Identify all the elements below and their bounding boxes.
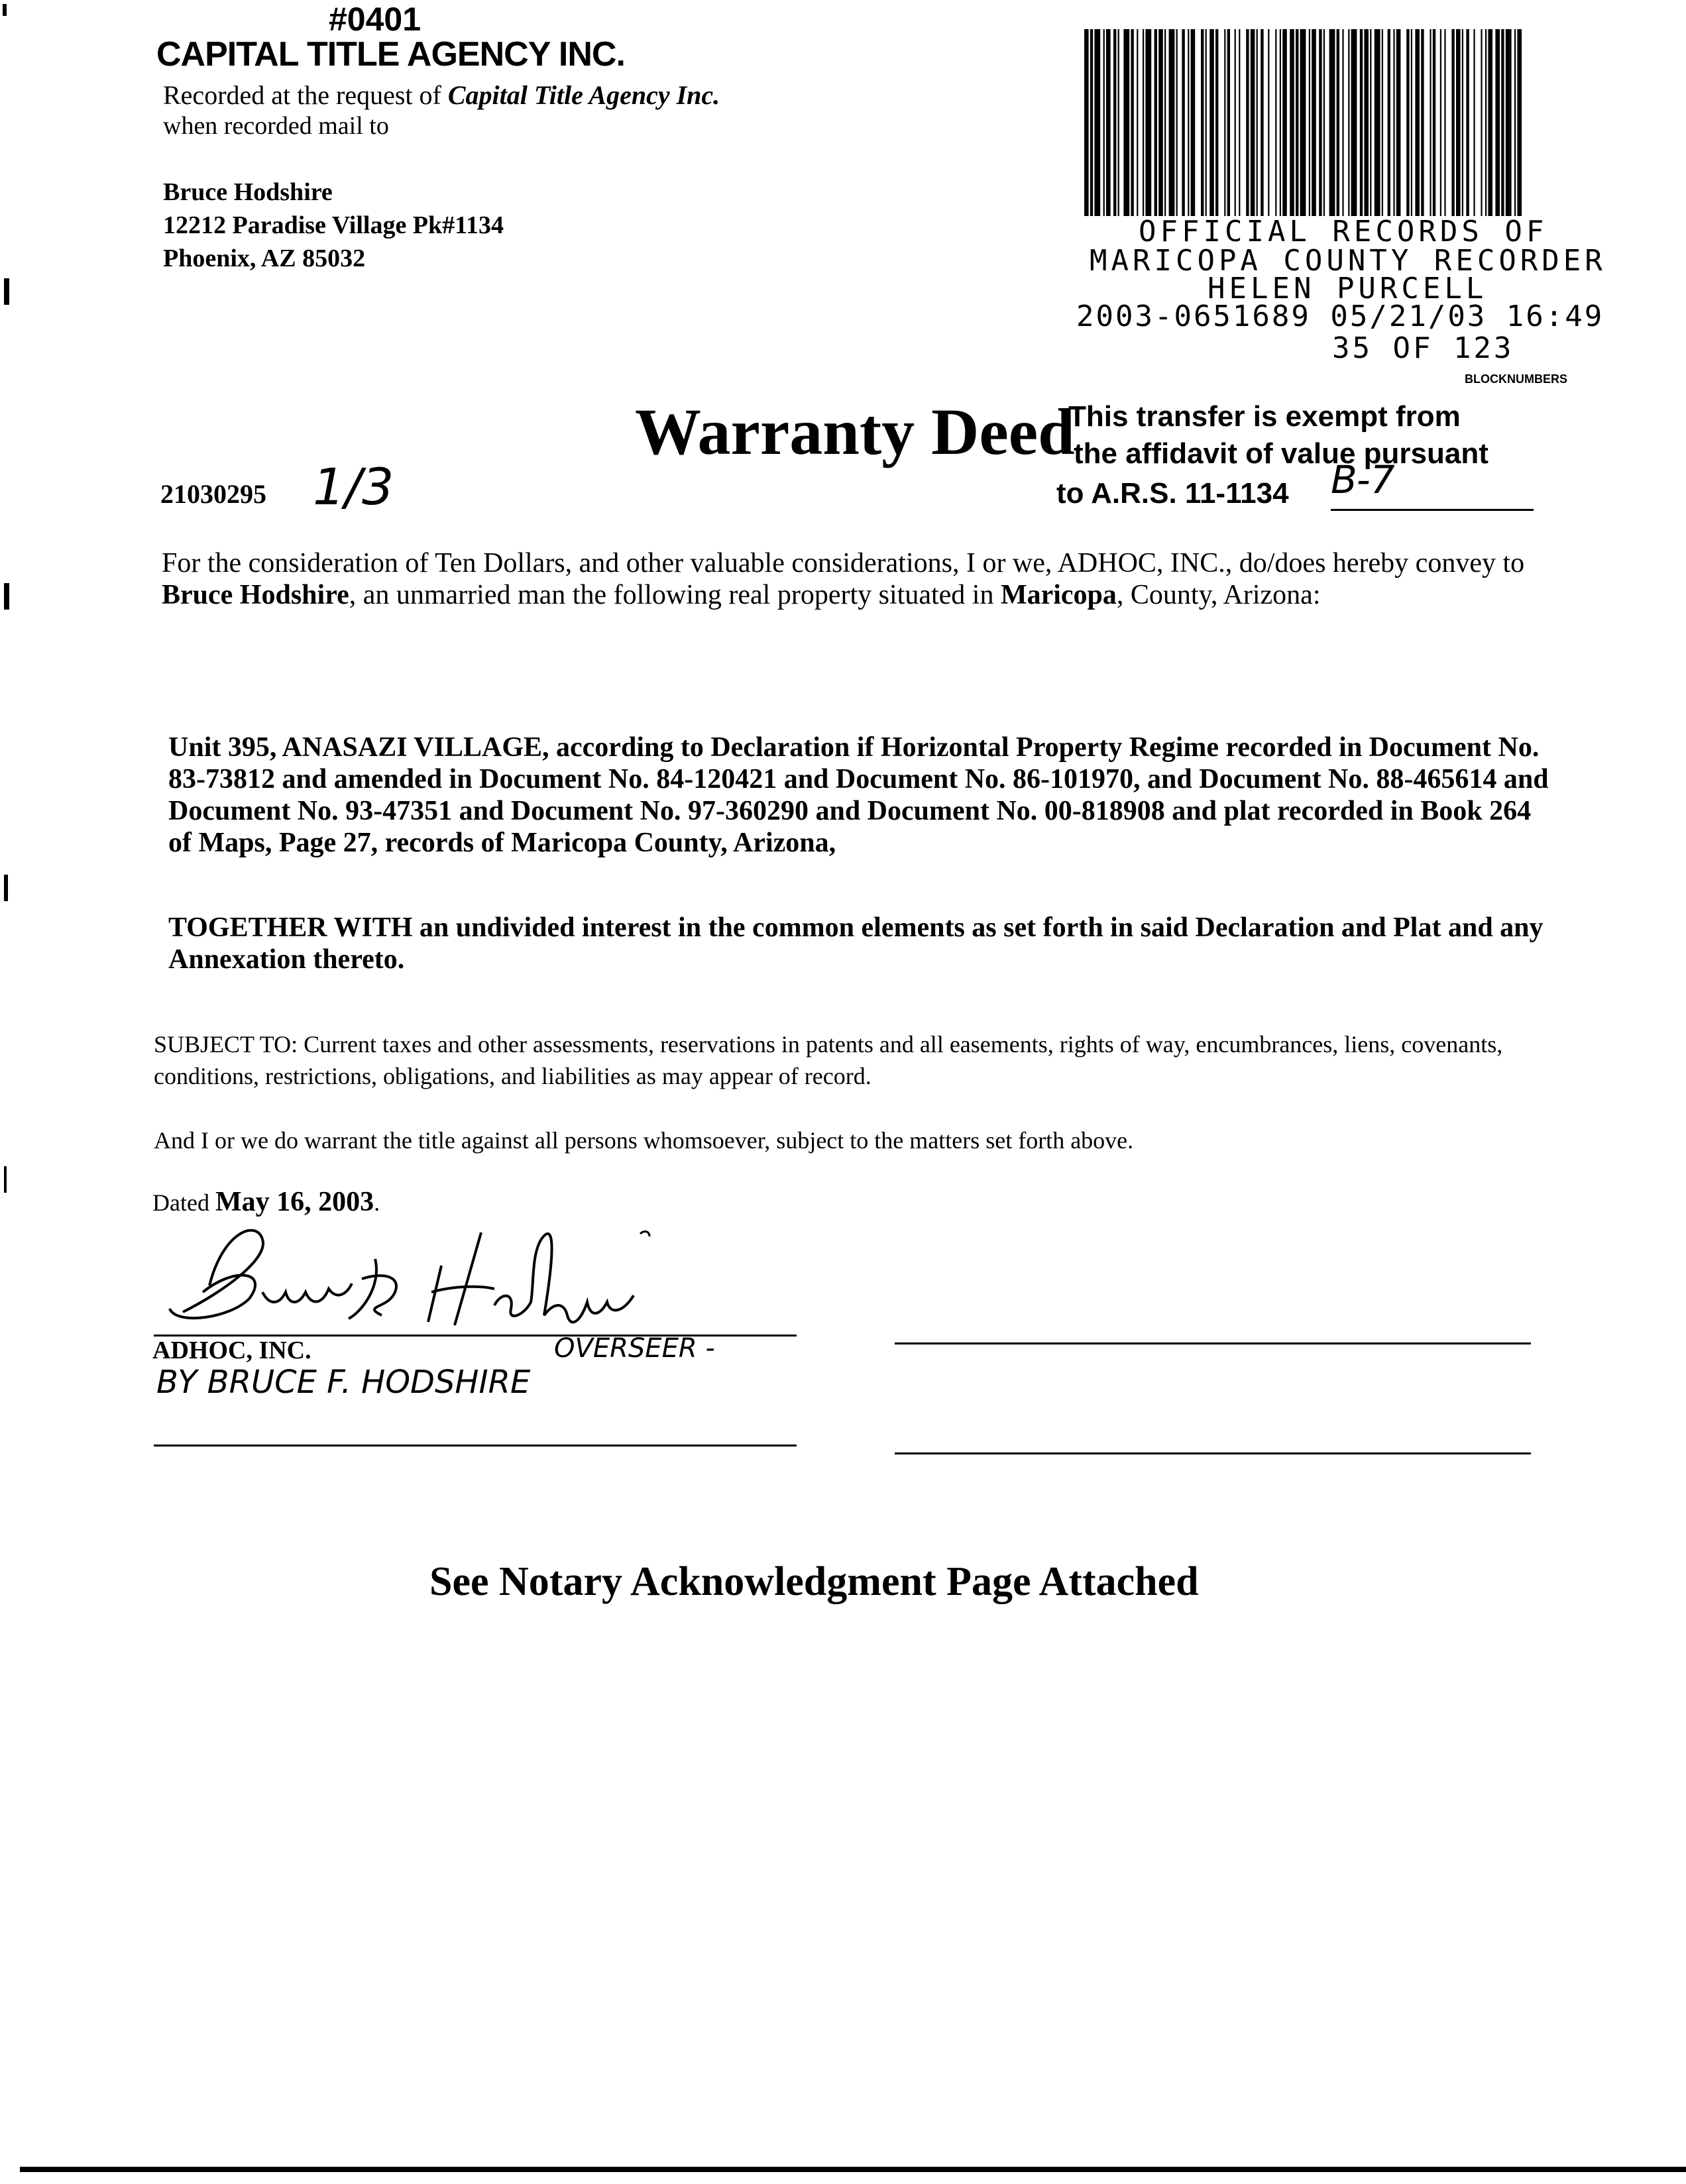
return-address-line1: 12212 Paradise Village Pk#1134 — [163, 211, 504, 239]
barcode-bar — [1201, 29, 1204, 216]
mail-to-label: when recorded mail to — [163, 112, 389, 140]
barcode-bar — [1094, 29, 1100, 216]
barcode-bar — [1495, 29, 1500, 216]
barcode-bar — [1506, 29, 1512, 216]
barcode-bar — [1323, 29, 1325, 216]
barcode-bar — [1169, 29, 1175, 216]
block-numbers-label: BLOCKNUMBERS — [1465, 372, 1567, 386]
grantor-entity: ADHOC, INC. — [152, 1337, 311, 1364]
barcode-bar — [1239, 29, 1240, 216]
barcode-bar — [1370, 29, 1371, 216]
barcode-bar — [1337, 29, 1339, 216]
barcode-bar — [1215, 29, 1218, 216]
grantee-name: Bruce Hodshire — [162, 580, 349, 610]
legal-description: Unit 395, ANASAZI VILLAGE, according to Declaration if Horizontal Property Regime recorded in Document No. 83-73812 and amended in Document No. 84-120421 and Document No. 86-101970, and Document No. 88-465614 and Document No. 93-47351 and Document No. 97-360290 and Document No. 00-818908 and plat recorded in Book 264 of Maps, Page 27, records of Maricopa County, Arizona, — [168, 732, 1549, 858]
barcode-bar — [1485, 29, 1487, 216]
barcode-bar — [1451, 29, 1454, 216]
subject-to-clause: SUBJECT TO: Current taxes and other assessments, reservations in patents and all easements, rights of way, encumbrances, liens, covenants, conditions, restrictions, obligations, and liabilities as may appear of record. — [154, 1031, 1503, 1089]
handwritten-title: OVERSEER - — [554, 1333, 715, 1364]
document-reference-number: 21030295 — [160, 479, 266, 509]
barcode-bar — [1415, 29, 1420, 216]
scan-bottom-edge — [20, 2167, 1686, 2172]
barcode-bar — [1227, 29, 1230, 216]
barcode-bar — [1351, 29, 1357, 216]
exemption-code-underline — [1331, 509, 1534, 511]
barcode-bar — [1440, 29, 1441, 216]
barcode-bar — [1375, 29, 1380, 216]
barcode-bar — [1176, 29, 1178, 216]
barcode-bar — [1348, 29, 1349, 216]
barcode-bar — [1430, 29, 1431, 216]
exemption-line1: This transfer is exempt from — [1068, 400, 1461, 433]
barcode-bar — [1290, 29, 1294, 216]
barcode-bar — [1501, 29, 1504, 216]
agency-name: CAPITAL TITLE AGENCY INC. — [156, 35, 625, 74]
barcode-bar — [1118, 29, 1119, 216]
consideration-part3: , County, Arizona: — [1116, 580, 1321, 610]
recorder-line1: OFFICIAL RECORDS OF — [1139, 215, 1548, 248]
signature-line-right-2 — [895, 1452, 1531, 1454]
barcode-bar — [1514, 29, 1516, 216]
barcode-bar — [1462, 29, 1463, 216]
recorded-agency: Capital Title Agency Inc. — [447, 80, 720, 110]
barcode-bar — [1261, 29, 1263, 216]
dated-date: May 16, 2003 — [215, 1187, 374, 1217]
barcode-bar — [1246, 29, 1249, 216]
barcode-bar — [1421, 29, 1424, 216]
barcode-bar — [1257, 29, 1258, 216]
county-name: Maricopa — [1000, 580, 1117, 610]
consideration-paragraph — [162, 547, 1553, 611]
barcode-bar — [1084, 29, 1089, 216]
barcode-bar — [1143, 29, 1144, 216]
recorded-prefix: Recorded at the request of — [163, 80, 448, 110]
exemption-code-handwritten: B-7 — [1331, 457, 1395, 502]
consideration-part2: , an unmarried man the following real property situated in — [349, 580, 1001, 610]
barcode-bar — [1456, 29, 1461, 216]
document-title: Warranty Deed — [635, 395, 1075, 468]
barcode-bar — [1206, 29, 1207, 216]
barcode-bar — [1235, 29, 1236, 216]
handwritten-signer-name: BY BRUCE F. HODSHIRE — [156, 1364, 531, 1401]
barcode — [1084, 29, 1522, 216]
barcode-bar — [1319, 29, 1321, 216]
barcode-bar — [1312, 29, 1316, 216]
barcode-bar — [1444, 29, 1445, 216]
barcode-bar — [1106, 29, 1111, 216]
barcode-bar — [1154, 29, 1157, 216]
warranty-clause: And I or we do warrant the title against all persons whomsoever, subject to the matters set forth above. — [154, 1127, 1134, 1154]
scan-speck — [4, 1166, 7, 1193]
barcode-bar — [1123, 29, 1129, 216]
return-address-name: Bruce Hodshire — [163, 178, 333, 206]
exemption-line3: to A.R.S. 11-1134 — [1056, 477, 1289, 510]
recorder-line2: MARICOPA COUNTY RECORDER — [1090, 244, 1606, 278]
barcode-bar — [1251, 29, 1255, 216]
exemption-line2: the affidavit of value pursuant — [1074, 437, 1489, 470]
barcode-bar — [1209, 29, 1214, 216]
recorded-request-line — [163, 80, 720, 111]
barcode-bar — [1473, 29, 1475, 216]
barcode-bar — [1388, 29, 1390, 216]
return-address-line2: Phoenix, AZ 85032 — [163, 245, 366, 272]
signature-line-right-1 — [895, 1342, 1531, 1344]
barcode-bar — [1296, 29, 1298, 216]
barcode-bar — [1517, 29, 1522, 216]
barcode-bar — [1182, 29, 1184, 216]
barcode-bar — [1224, 29, 1225, 216]
document-reference-handwritten: 1/3 — [313, 457, 394, 516]
barcode-bar — [1329, 29, 1335, 216]
barcode-bar — [1364, 29, 1369, 216]
barcode-bar — [1466, 29, 1469, 216]
barcode-bar — [1131, 29, 1133, 216]
barcode-bar — [1275, 29, 1276, 216]
recorder-line4: 2003-0651689 05/21/03 16:49 — [1076, 300, 1604, 333]
barcode-bar — [1268, 29, 1269, 216]
recorder-line3: HELEN PURCELL — [1208, 272, 1488, 305]
consideration-part1: For the consideration of Ten Dollars, and other valuable considerations, I or we, ADHOC, INC., do/does hereby convey to — [162, 548, 1525, 578]
scan-speck — [4, 583, 9, 610]
barcode-bar — [1188, 29, 1189, 216]
handwritten-signature — [163, 1193, 693, 1352]
barcode-bar — [1406, 29, 1409, 216]
barcode-bar — [1145, 29, 1151, 216]
barcode-bar — [1396, 29, 1401, 216]
notary-note: See Notary Acknowledgment Page Attached — [429, 1559, 1199, 1604]
together-with-clause: TOGETHER WITH an undivided interest in the common elements as set forth in said Declaration and Plat and any Annexation thereto. — [168, 912, 1544, 975]
signature-line-left-2 — [154, 1445, 797, 1447]
barcode-bar — [1164, 29, 1166, 216]
barcode-bar — [1433, 29, 1435, 216]
order-number: #0401 — [329, 1, 422, 38]
barcode-bar — [1113, 29, 1116, 216]
barcode-bar — [1411, 29, 1412, 216]
barcode-bar — [1103, 29, 1105, 216]
scan-speck — [4, 278, 9, 305]
scan-speck — [4, 875, 8, 901]
barcode-bar — [1382, 29, 1383, 216]
barcode-bar — [1280, 29, 1281, 216]
dated-suffix: . — [374, 1189, 380, 1216]
barcode-bar — [1137, 29, 1138, 216]
barcode-bar — [1158, 29, 1163, 216]
barcode-bar — [1191, 29, 1196, 216]
barcode-bar — [1282, 29, 1287, 216]
barcode-bar — [1090, 29, 1093, 216]
scan-speck — [3, 4, 7, 16]
barcode-bar — [1360, 29, 1363, 216]
barcode-bar — [1393, 29, 1394, 216]
recorder-line5: 35 OF 123 — [1332, 331, 1514, 365]
barcode-bar — [1300, 29, 1306, 216]
barcode-bar — [1481, 29, 1482, 216]
barcode-bar — [1488, 29, 1492, 216]
barcode-bar — [1309, 29, 1310, 216]
dated-label: Dated — [152, 1189, 215, 1216]
barcode-bar — [1342, 29, 1343, 216]
